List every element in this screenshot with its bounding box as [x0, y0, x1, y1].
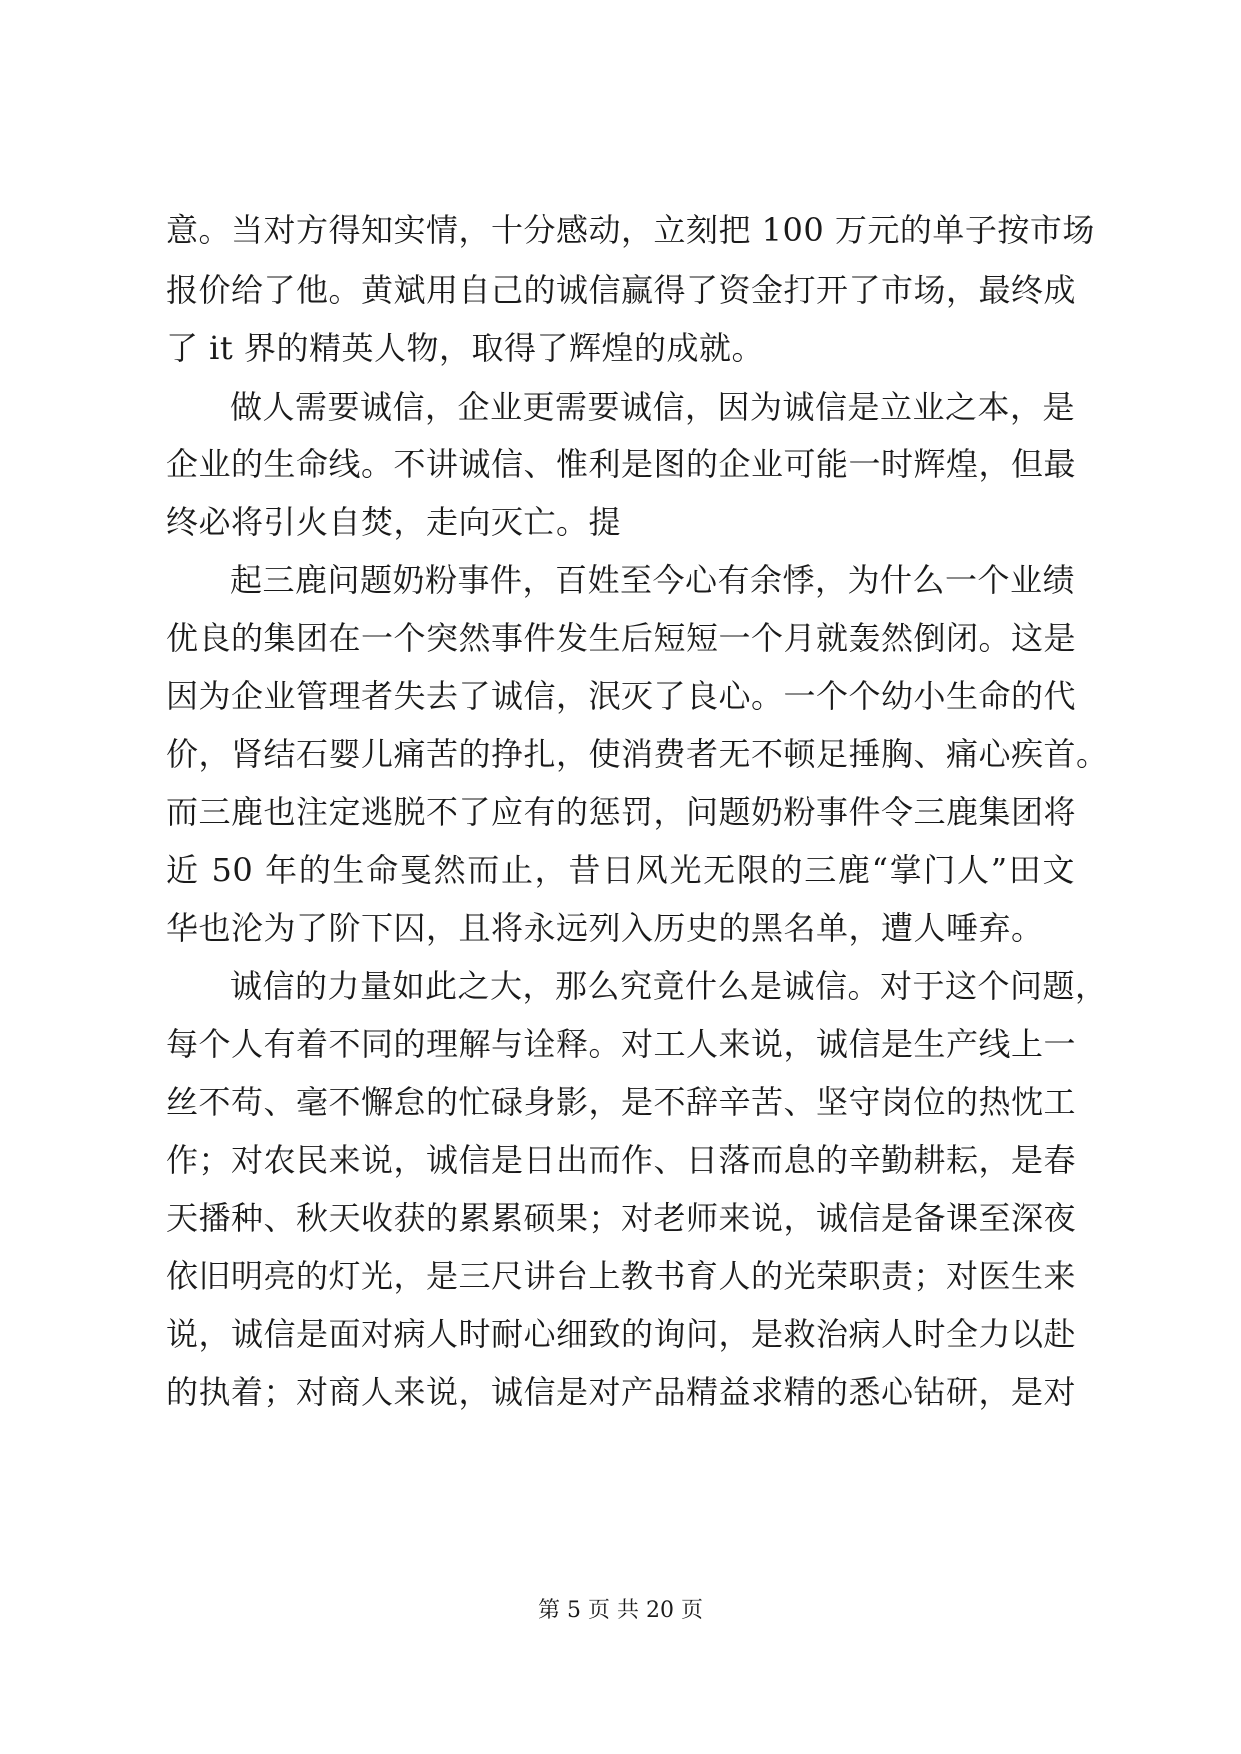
body-text-line: 因为企业管理者失去了诚信，泯灭了良心。一个个幼小生命的代: [166, 677, 1077, 715]
body-text-line: 企业的生命线。不讲诚信、惟利是图的企业可能一时辉煌，但最: [166, 445, 1077, 483]
body-text-line: 起三鹿问题奶粉事件，百姓至今心有余悸，为什么一个业绩: [230, 561, 1076, 599]
body-text-line: 做人需要诚信，企业更需要诚信，因为诚信是立业之本，是: [230, 388, 1076, 426]
body-text-line: 而三鹿也注定逃脱不了应有的惩罚，问题奶粉事件令三鹿集团将: [166, 793, 1077, 831]
body-text-line: 终必将引火自焚，走向灭亡。提: [166, 503, 622, 541]
body-text-line: 诚信的力量如此之大，那么究竟什么是诚信。对于这个问题，: [230, 967, 1108, 1005]
body-text-line: 优良的集团在一个突然事件发生后短短一个月就轰然倒闭。这是: [166, 619, 1077, 657]
body-text-line: 近 50 年的生命戛然而止，昔日风光无限的三鹿“掌门人”田文: [166, 851, 1075, 889]
body-text-line: 天播种、秋天收获的累累硕果；对老师来说，诚信是备课至深夜: [166, 1199, 1077, 1237]
body-text-line: 报价给了他。黄斌用自己的诚信赢得了资金打开了市场，最终成: [166, 271, 1077, 309]
body-text-line: 华也沦为了阶下囚，且将永远列入历史的黑名单，遭人唾弃。: [166, 909, 1044, 947]
body-text-line: 作；对农民来说，诚信是日出而作、日落而息的辛勤耕耘，是春: [166, 1141, 1077, 1179]
page-footer: 第 5 页 共 20 页: [538, 1598, 703, 1623]
body-text-line: 每个人有着不同的理解与诠释。对工人来说，诚信是生产线上一: [166, 1025, 1077, 1063]
body-text-line: 价，肾结石婴儿痛苦的挣扎，使消费者无不顿足捶胸、痛心疾首。: [166, 735, 1109, 773]
body-text-line: 说，诚信是面对病人时耐心细致的询问，是救治病人时全力以赴: [166, 1315, 1077, 1353]
body-text-line: 意。当对方得知实情，十分感动，立刻把 100 万元的单子按市场: [166, 211, 1095, 249]
body-text-line: 了 it 界的精英人物，取得了辉煌的成就。: [166, 329, 764, 367]
body-text-line: 丝不苟、毫不懈怠的忙碌身影，是不辞辛苦、坚守岗位的热忱工: [166, 1083, 1077, 1121]
body-text-line: 依旧明亮的灯光，是三尺讲台上教书育人的光荣职责；对医生来: [166, 1257, 1077, 1295]
body-text-line: 的执着；对商人来说，诚信是对产品精益求精的悉心钻研，是对: [166, 1373, 1077, 1411]
